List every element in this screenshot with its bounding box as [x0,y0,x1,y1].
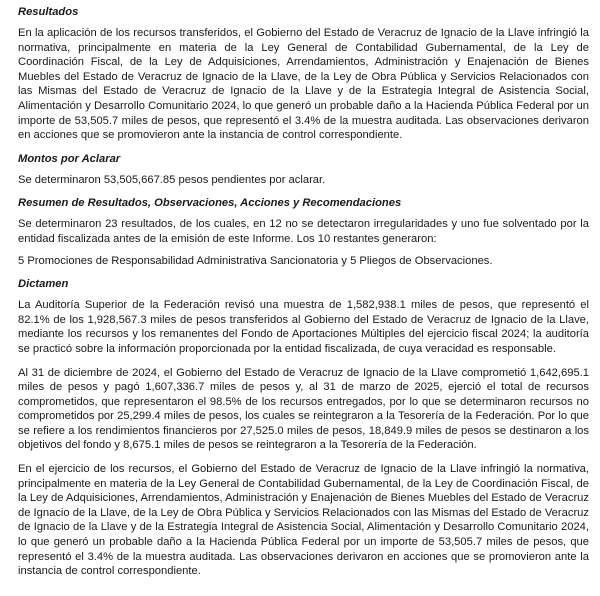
paragraph-resumen-2: 5 Promociones de Responsabilidad Administrativa Sancionatoria y 5 Pliegos de Observaciones. [18,254,493,267]
heading-resultados: Resultados [18,6,79,18]
heading-montos-por-aclarar: Montos por Aclarar [18,152,121,165]
paragraph-resultados: En la aplicación de los recursos transferidos, el Gobierno del Estado de Veracruz de Ignacio de la Llave infringió la normativa, principalmente en materia de la Ley General de Contabilidad Gubernamental, de la Ley de Coordinación Fiscal, de la Ley de Adquisiciones, Arrendamientos, Administración y Enajenación de Bienes Muebles del Estado de Veracruz de Ignacio de la Llave, de la Ley de Obra Pública y Servicios Relacionados con las Mismas del Estado de Veracruz de Ignacio de la Llave y de la Estrategia Integral de Asistencia Social, Alimentación y Desarrollo Comunitario 2024, lo que generó un probable daño a la Hacienda Pública Federal por un importe de 53,505.7 miles de pesos, que representó el 3.4% de la muestra auditada. Las observaciones derivaron en acciones que se promovieron ante la instancia de control correspondiente. [18,27,589,142]
heading-dictamen: Dictamen [18,278,69,291]
heading-resumen: Resumen de Resultados, Observaciones, Acciones y Recomendaciones [18,197,402,210]
paragraph-dictamen-1: La Auditoría Superior de la Federación revisó una muestra de 1,582,938.1 miles de pesos, que representó el 82.1% de los 1,928,567.3 miles de pesos transferidos al Gobierno del Estado de Veracruz de Ignacio de la Llave, mediante los recursos y los remanentes del Fondo de Aportaciones Múltiples del ejercicio fiscal 2024; la auditoría se practicó sobre la información proporcionada por la entidad fiscalizada, de cuya veracidad es responsable. [18,299,589,355]
paragraph-resumen-1: Se determinaron 23 resultados, de los cuales, en 12 no se detectaron irregularidades y uno fue solventado por la entidad fiscalizada antes de la emisión de este Informe. Los 10 restantes generaron: [18,218,589,245]
paragraph-montos: Se determinaron 53,505,667.85 pesos pendientes por aclarar. [18,173,326,186]
paragraph-dictamen-3: En el ejercicio de los recursos, el Gobierno del Estado de Veracruz de Ignacio de la Llave infringió la normativa, principalmente en materia de la Ley General de Contabilidad Gubernamental, de la Ley de Coordinación Fiscal, de la Ley de Adquisiciones, Arrendamientos, Administración y Enajenación de Bienes Muebles del Estado de Veracruz de Ignacio de la Llave, de la Ley de Obra Pública y Servicios Relacionados con las Mismas del Estado de Veracruz de Ignacio de la Llave y de la Estrategia Integral de Asistencia Social, Alimentación y Desarrollo Comunitario 2024, lo que generó un probable daño a la Hacienda Pública Federal por un importe de 53,505.7 miles de pesos, que representó el 3.4% de la muestra auditada. Las observaciones derivaron en acciones que se promovieron ante la instancia de control correspondiente. [18,463,589,578]
paragraph-dictamen-2: Al 31 de diciembre de 2024, el Gobierno del Estado de Veracruz de Ignacio de la Llave comprometió 1,642,695.1 miles de pesos y pagó 1,607,336.7 miles de pesos y, al 31 de marzo de 2025, ejerció el total de recursos comprometidos, que representaron el 98.5% de los recursos entregados, por lo que se determinaron recursos no comprometidos por 25,299.4 miles de pesos, los cuales se reintegraron a la Tesorería de la Federación. Por lo que se refiere a los rendimientos financieros por 27,525.0 miles de pesos, 18,849.9 miles de pesos se destinaron a los objetivos del fondo y 8,675.1 miles de pesos se reintegraron a la Tesorería de la Federación. [18,366,589,452]
